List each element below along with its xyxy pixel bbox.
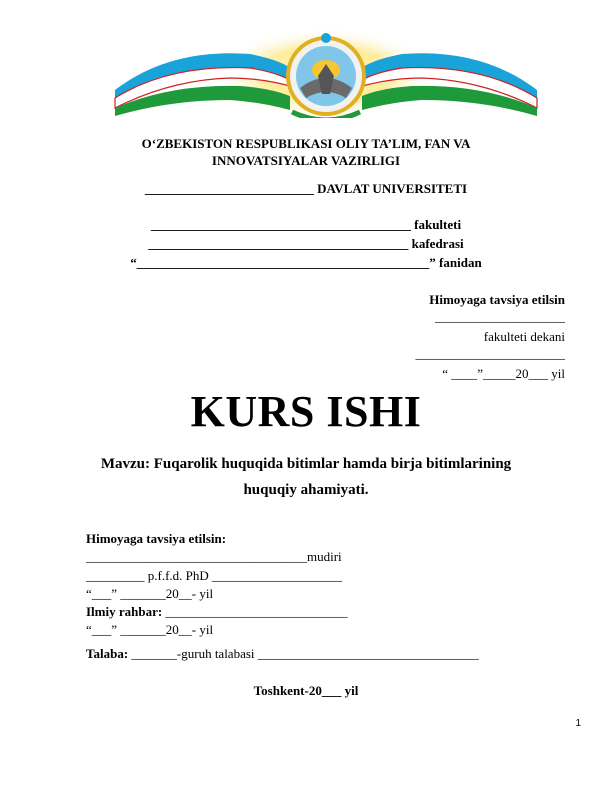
topic-line-2: huquqiy ahamiyati.: [243, 482, 369, 498]
student-line: _______-guruh talabasi __________________________________: [128, 646, 479, 661]
topic-line-1: Mavzu: Fuqarolik huquqida bitimlar hamda birja bitimlarining: [100, 456, 512, 472]
date-line-1: “___” _______20__- yil: [86, 586, 214, 601]
supervisor-line: ____________________________: [162, 604, 348, 619]
ministry-line-2: INNOVATSIYALAR VAZIRLIGI: [211, 153, 401, 168]
recommend-label: Himoyaga tavsiya etilsin:: [86, 531, 227, 546]
head-of-department-line: __________________________________mudiri: [86, 549, 342, 564]
department-line: ________________________________________ kafedrasi: [148, 236, 464, 251]
approval-heading: Himoyaga tavsiya etilsin: [429, 292, 565, 307]
faculty-line: ________________________________________ fakulteti: [150, 217, 462, 232]
student-label: Talaba:: [86, 646, 129, 661]
approval-date: “ ____”_____20___ yil: [442, 366, 565, 381]
ministry-line-1: O‘ZBEKISTON RESPUBLIKASI OLIY TA’LIM, FAN VA: [141, 136, 471, 151]
dean-signature-line: _______________________: [415, 346, 565, 361]
supervisor-label: Ilmiy rahbar:: [86, 604, 163, 619]
city-year-footer: Toshkent-20___ yil: [253, 683, 359, 698]
date-line-2: “___” _______20__- yil: [86, 622, 214, 637]
document-title: KURS ISHI: [190, 387, 422, 436]
subject-line: “_____________________________________________” fanidan: [130, 255, 482, 270]
university-line: __________________________ DAVLAT UNIVERSITETI: [144, 181, 468, 196]
student-row: [86, 646, 479, 662]
dean-label: fakulteti dekani: [483, 329, 565, 344]
national-emblem-banner: [110, 28, 542, 118]
approval-signature-line: ____________________: [435, 309, 565, 324]
supervisor-row: [86, 604, 347, 620]
phd-line: _________ p.f.f.d. PhD ____________________: [86, 568, 343, 583]
page-number: 1: [575, 718, 581, 729]
